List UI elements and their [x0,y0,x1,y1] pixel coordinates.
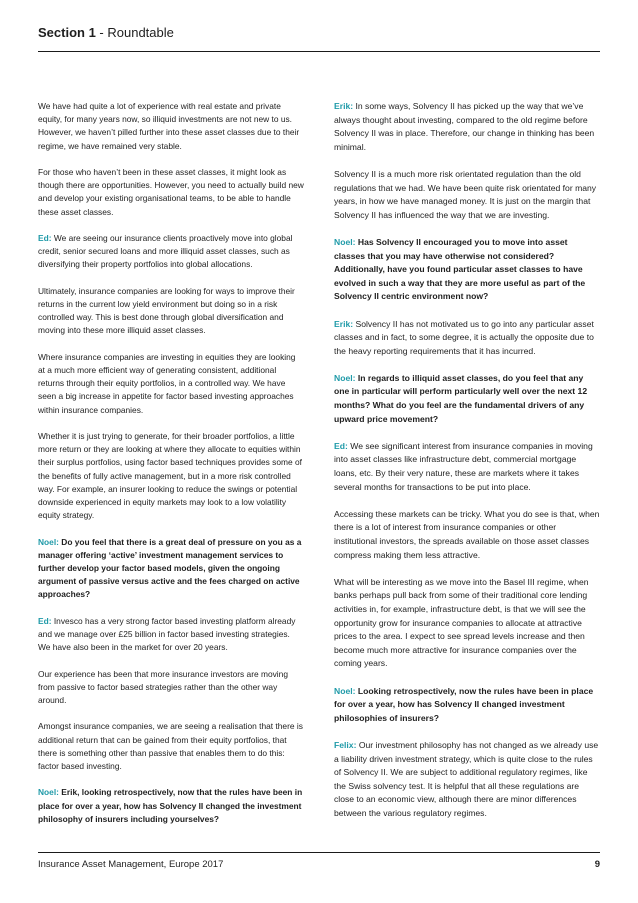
header-divider [38,51,600,52]
left-column [38,100,304,839]
speaker-label: Noel: [334,372,356,383]
page-number: 9 [594,859,600,870]
paragraph-text: Solvency II is a much more risk orientated regulation than the old regulations that we had. We have been quite risk orientated for many years, in how we have managed money. It is just on the margin that Solvency II has influenced the way that we are investing. [334,168,597,220]
speaker-label: Erik: [334,318,354,329]
section-label: Section 1 [38,25,96,40]
paragraph [334,508,600,562]
question-text: In regards to illiquid asset classes, do you feel that any one in particular will perform particularly well over the next 12 months? What do you feel are the fundamental drivers of any upward price movement? [334,372,588,424]
question-text: Erik, looking retrospectively, now that the rules have been in place for over a year, how has Solvency II changed the investment philosophy of insurers including yourselves? [38,787,303,824]
paragraph [38,285,304,338]
paragraph-text: Where insurance companies are investing in equities they are looking at a much more efficient way of generating consistent, additional returns through their equity portfolios, in a controlled way. We have seen a big increase in appetite for factor based investing approaches within insurance companies. [38,351,296,415]
right-column [334,100,600,834]
section-title [38,24,600,42]
paragraph-text: We have had quite a lot of experience with real estate and private equity, for many years now, so illiquid investments are not new to us. However, we haven’t pilled further into these asset classes due to their regime, we have remained very stable. [38,101,300,151]
section-separator: - [95,25,108,40]
paragraph [334,739,600,821]
footer-row [38,859,600,870]
question-paragraph [334,236,600,304]
paragraph [38,720,304,773]
paragraph [334,168,600,222]
section-subtitle: Roundtable [107,25,174,40]
speaker-label: Noel: [38,536,59,547]
paragraph-text: Invesco has a very strong factor based investing platform already and we manage over £25 billion in factor based investing strategies. We have also been in the market for over 20 years. [38,615,296,653]
question-paragraph [38,786,304,826]
paragraph [38,668,304,708]
paragraph-text: We are seeing our insurance clients proactively move into global credit, senior secured loans and more illiquid asset classes, such as diversifying their property portfolios into global allocations. [38,233,293,270]
footer-divider [38,852,600,853]
question-text: Looking retrospectively, now the rules have been in place for over a year, how has Solvency II changed investment philosophies of insurers? [334,685,594,723]
paragraph [38,100,304,153]
question-paragraph [38,536,304,602]
speaker-label: Noel: [334,236,356,247]
paragraph-text: Ultimately, insurance companies are looking for ways to improve their returns in the current low yield environment but doing so in a risk controlled way. This is best done through global diversification and moving into these more illiquid asset classes. [38,285,295,336]
question-paragraph [334,372,600,426]
speaker-label: Noel: [38,787,59,798]
publication-name: Insurance Asset Management, Europe 2017 [38,859,224,870]
paragraph-text: What will be interesting as we move into the Basel III regime, when banks perhaps pull back from some of their traditional core lending activities in, for example, infrastructure debt, is that we will see the opportunity grow for insurance companies to allocate at attractive prices to the area. I expect to see spread levels increase and then become much more attractive for insurance companies over the coming years. [334,576,589,669]
paragraph-text: For those who haven’t been in these asset classes, it might look as though there are opportunities. However, you need to actually build new and develop your existing organisational teams, to be able to handle these asset classes. [38,167,304,217]
speaker-label: Ed: [38,233,52,243]
paragraph-text: Solvency II has not motivated us to go into any particular asset classes and in fact, to some degree, it is actually the opposite due to the heavy reporting requirements that it has incurred. [334,318,594,356]
paragraph-text: Our investment philosophy has not changed as we already use a liability driven investment strategy, which is quite close to the rules of Solvency II. We are subject to additional regulatory regimes, like the Swiss solvency test. It is helpful that all these regulations are close to an economic view, although there are minor differences between the various regulatory regimes. [334,739,599,818]
paragraph-text: In some ways, Solvency II has picked up the way that we’ve always thought about investing, compared to the old regime before Solvency II was in place. Therefore, our change in thinking has been minimal. [334,101,595,152]
page-header [38,24,600,42]
paragraph [38,351,304,417]
paragraph [38,232,304,272]
paragraph-text: Our experience has been that more insurance investors are moving from passive to factor based strategies rather than the other way around. [38,668,288,706]
paragraph [38,166,304,219]
paragraph-text: We see significant interest from insurance companies in moving into asset classes like infrastructure debt, commercial mortgage loans, etc. By their very nature, these are markets where it takes several months for transactions to be put into place. [334,440,593,492]
question-text: Has Solvency II encouraged you to move into asset classes that you may have otherwise not considered? Additionally, have you found particular asset classes to have evolved in such a way that they are more useful as part of the Solvency II centric environment now? [334,236,586,302]
speaker-label: Erik: [334,101,354,111]
paragraph [334,318,600,359]
page-footer [38,852,600,870]
speaker-label: Ed: [38,615,52,626]
paragraph-text: Whether it is just trying to generate, for their broader portfolios, a little more return or they are looking at where they allocate to equities within their surplus portfolios, using factor based techniques provides some of the benefits of fully active management, but in a more risk controlled way. For example, an insurer looking to reduce the swings or potential downside experienced in equity markets may look to a low volatility equity strategy. [38,431,302,521]
paragraph [334,100,600,154]
speaker-label: Ed: [334,440,348,451]
speaker-label: Felix: [334,739,357,750]
question-text: Do you feel that there is a great deal of pressure on you as a manager offering ‘active’ investment management services to further develop your factor based models, given the ongoing argument of passive versus active and the fees charged on active approaches? [38,536,302,600]
question-paragraph [334,685,600,726]
paragraph [334,576,600,671]
paragraph-text: Accessing these markets can be tricky. What you do see is that, when there is a lot of interest from insurance companies or other institutional investors, the spreads available on those asset classes compress making them less attractive. [334,508,600,560]
paragraph-text: Amongst insurance companies, we are seeing a realisation that there is additional return that can be gained from their equity portfolios, that there is something other than passive that enables them to do this: factor based investing. [38,721,303,772]
paragraph [334,440,600,494]
paragraph [38,430,304,522]
speaker-label: Noel: [334,685,356,696]
paragraph [38,615,304,655]
